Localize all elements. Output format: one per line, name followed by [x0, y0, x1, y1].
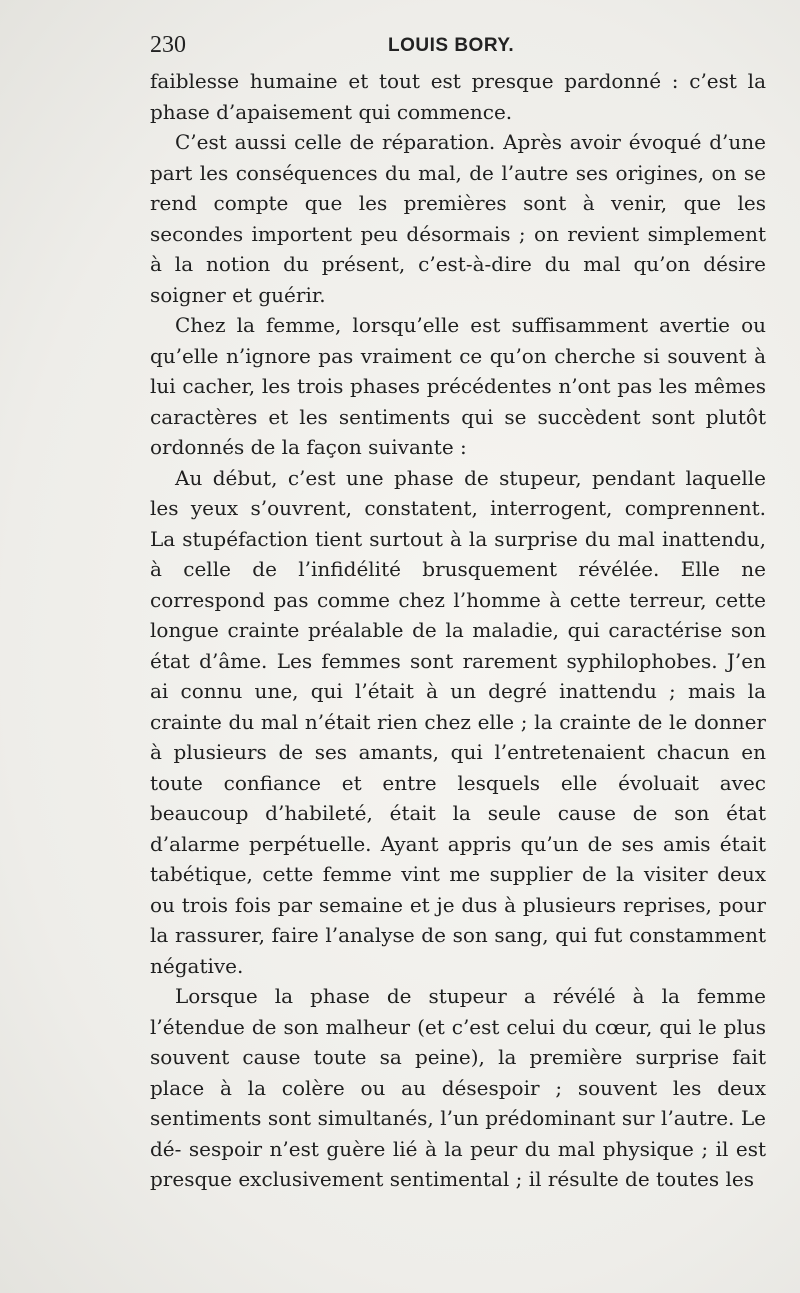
paragraph: Chez la femme, lorsqu’elle est suffisamment avertie ou qu’elle n’ignore pas vraiment ce qu’on cherche si souvent à lui cacher, les trois phases précédentes n’ont pas les mêmes caractères et les sentiments qui se succèdent sont plutôt ordonnés de la façon suivante : — [150, 313, 766, 459]
paragraph: C’est aussi celle de réparation. Après avoir évoqué d’une part les conséquences du mal, de l’autre ses origines, on se rend compte que les premières sont à venir, que les secondes importent peu désormais ; on revient simplement à la notion du présent, c’est-à-dire du mal qu’on désire soigner et guérir. — [150, 130, 766, 307]
paragraph: Lorsque la phase de stupeur a révélé à la femme l’étendue de son malheur (et c’est celui du cœur, qui le plus souvent cause toute sa peine), la première surprise fait place à la colère ou au désespoir ; souvent les deux sentiments sont simultanés, l’un prédominant sur l’autre. Le dé- sespoir n’est guère lié à la peur du mal physique ; il est presque exclusivement sentimental ; il résulte de toutes les — [150, 984, 766, 1191]
paragraph: Au début, c’est une phase de stupeur, pendant laquelle les yeux s’ouvrent, constatent, interrogent, comprennent. La stupéfaction tient surtout à la surprise du mal inattendu, à celle de l’infidélité brusquement révélée. Elle ne correspond pas comme chez l’homme à cette terreur, cette longue crainte préalable de la maladie, qui caractérise son état d’âme. Les femmes sont rarement syphilophobes. J’en ai connu une, qui l’était à un degré inattendu ; mais la crainte du mal n’était rien chez elle ; la crainte de le donner à plusieurs de ses amants, qui l’entretenaient chacun en toute confiance et entre lesquels elle évoluait avec beaucoup d’habileté, était la seule cause de son état d’alarme perpétuelle. Ayant appris qu’un de ses amis était tabétique, cette femme vint me supplier de la visiter deux ou trois fois par semaine et je dus à plusieurs reprises, pour la rassurer, faire l’analyse de son sang, qui fut constamment négative. — [150, 465, 766, 978]
body-text — [150, 66, 766, 1195]
page-header — [150, 32, 760, 62]
running-head: LOUIS BORY. — [388, 35, 515, 56]
paragraph-continued: faiblesse humaine et tout est presque pardonné : c’est la phase d’apaisement qui commence. — [150, 69, 766, 124]
page-number: 230 — [150, 32, 186, 58]
